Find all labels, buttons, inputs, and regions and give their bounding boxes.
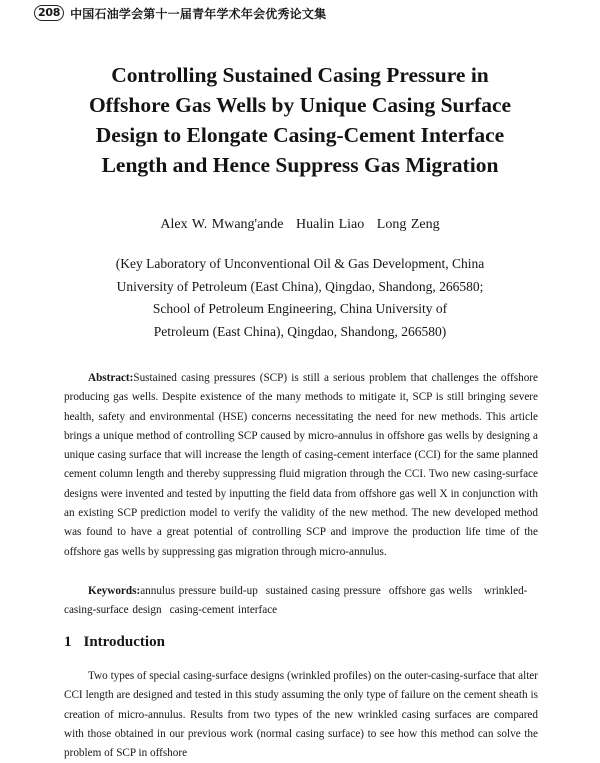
title-line: Offshore Gas Wells by Unique Casing Surface xyxy=(88,93,512,117)
keyword: offshore gas wells xyxy=(388,585,473,597)
paper-title xyxy=(40,60,560,180)
keyword: annulus pressure build-up xyxy=(140,585,258,597)
section-number: 1 xyxy=(64,634,72,650)
author-name: Long Zeng xyxy=(376,217,440,232)
running-header xyxy=(34,2,326,24)
affiliation-line: School of Petroleum Engineering, China University of xyxy=(152,301,448,316)
running-head-text: 中国石油学会第十一届青年学术年会优秀论文集 xyxy=(70,6,327,21)
author-name: Hualin Liao xyxy=(296,217,365,232)
affiliation-line: (Key Laboratory of Unconventional Oil & Gas Development, China xyxy=(115,256,485,271)
affiliation-line: University of Petroleum (East China), Qingdao, Shandong, 266580; xyxy=(116,278,484,294)
keywords xyxy=(64,582,538,621)
author-name: Alex W. Mwang'ande xyxy=(160,217,284,232)
section-heading xyxy=(64,634,165,651)
keyword: sustained casing pressure xyxy=(265,585,381,597)
keyword: wrinkled-casing-surface design xyxy=(64,585,528,617)
title-line: Controlling Sustained Casing Pressure in xyxy=(111,63,489,87)
title-line: Design to Elongate Casing-Cement Interface xyxy=(95,123,505,147)
page-number: 208 xyxy=(34,5,64,21)
affiliation-block xyxy=(60,253,540,343)
keyword: casing-cement interface xyxy=(169,604,278,617)
intro-paragraph: Two types of special casing-surface designs (wrinkled profiles) on the outer-casing-surface that alter CCI length are designed and tested in this study assuming the only type of failure on the cement sheath is creation of micro-annulus. Results from two types of the new wrinkled casing surfaces are compared with those obtained in our previous work (normal casing surface) to see how this method can solve the problem of SCP in offshore xyxy=(64,670,538,760)
affiliation-line: Petroleum (East China), Qingdao, Shandong, 266580) xyxy=(153,323,447,339)
title-line: Length and Hence Suppress Gas Migration xyxy=(101,153,499,177)
abstract-text: Sustained casing pressures (SCP) is still a serious problem that challenges the offshore producing gas wells. Despite existence of the many methods to mitigate it, SCP is still bringing severe health, safety and environmental (HSE) concerns necessitating the need for new methods. This article brings a unique method of controlling SCP caused by micro-annulus in offshore gas wells by designing a unique casing surface that will increase the length of casing-cement interface (CCI) for the same planned cement column length and thereby suppressing fluid migration through the CCI. Two new casing-surface designs were invented and tested by inputting the field data from offshore gas well X in conjunction with an existing SCP prediction model to verify the validity of the new method. The new developed method was found to have a great potential of controlling SCP and improve the production life time of the offshore gas wells by suppressing gas migration through micro-annulus. xyxy=(64,372,538,558)
abstract xyxy=(64,369,538,562)
abstract-label: Abstract: xyxy=(88,372,134,384)
author-list xyxy=(0,217,600,233)
section-title: Introduction xyxy=(83,634,165,650)
keywords-label: Keywords: xyxy=(88,585,141,597)
